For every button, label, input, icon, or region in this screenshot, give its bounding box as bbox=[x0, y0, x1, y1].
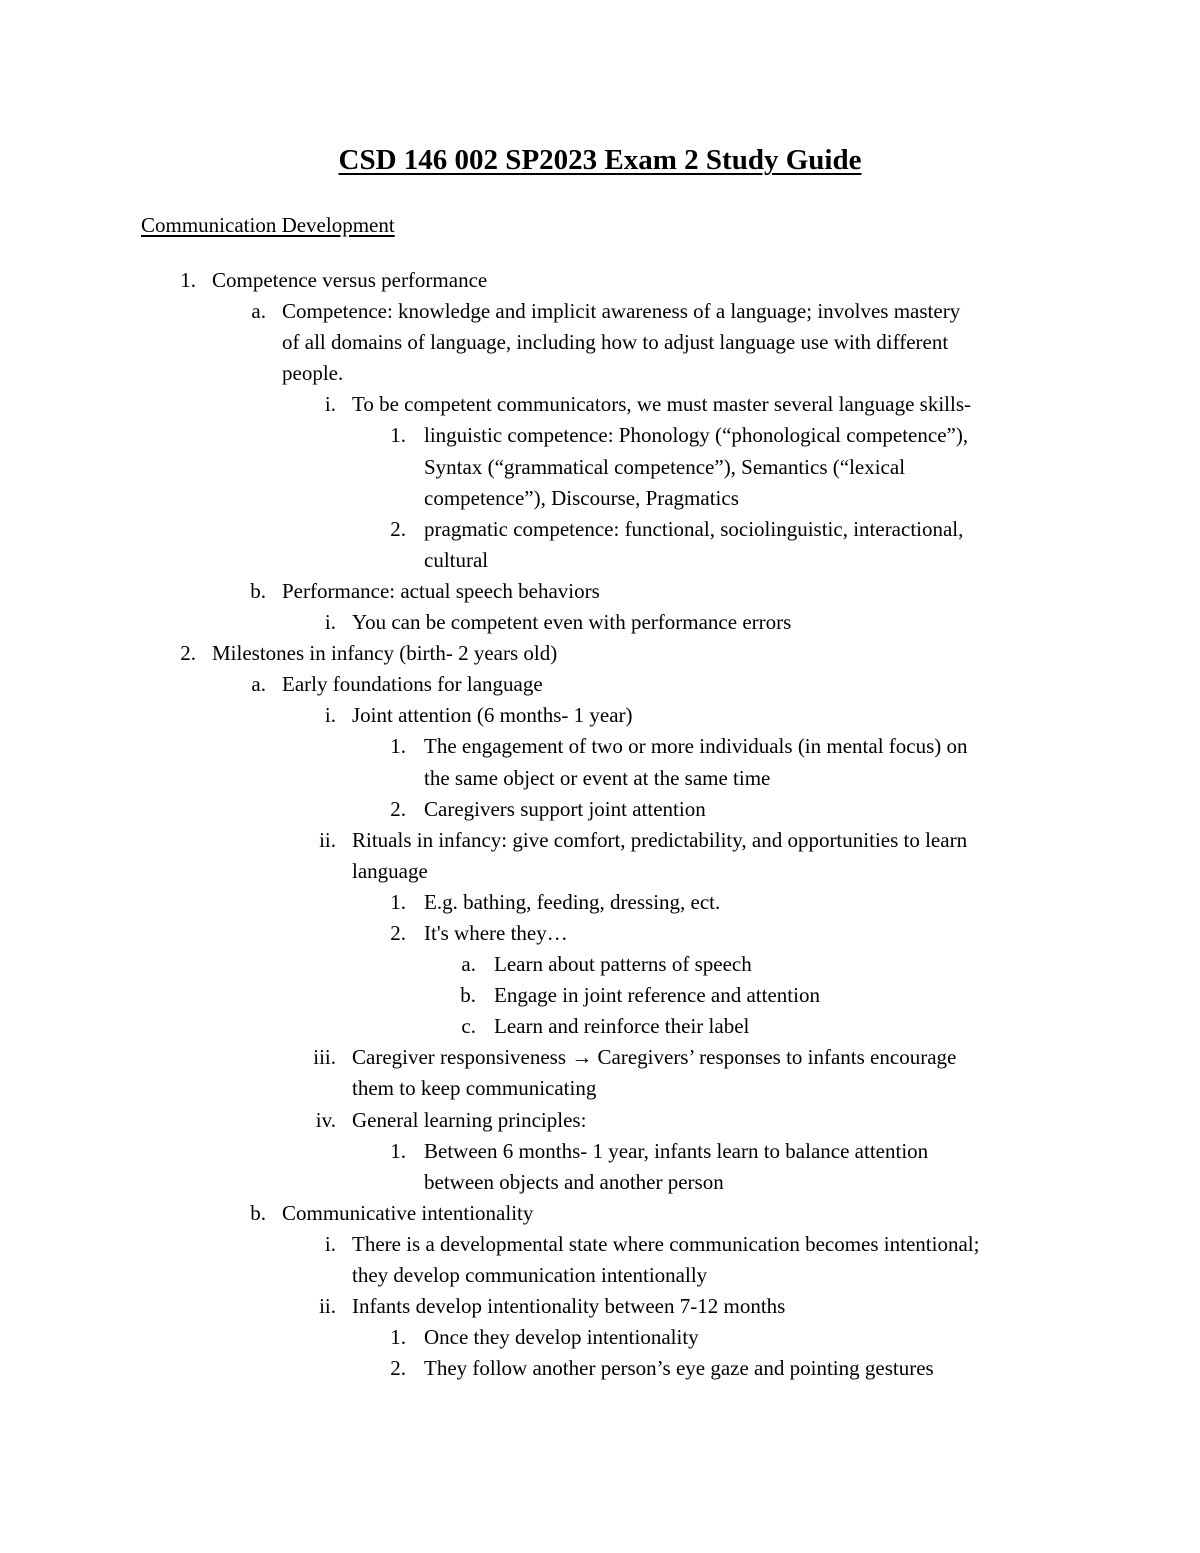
outline-item-line: of all domains of language, including how to adjust language use with different bbox=[282, 330, 949, 355]
outline-item bbox=[0, 669, 1200, 700]
outline-item-marker: 2. bbox=[390, 516, 406, 541]
outline-item-text bbox=[352, 1291, 1052, 1322]
outline-item-marker: iv. bbox=[315, 1107, 336, 1132]
outline-item-text bbox=[352, 1229, 1052, 1291]
outline-item-line: You can be competent even with performance errors bbox=[352, 610, 792, 635]
outline-item-text bbox=[424, 887, 1039, 918]
outline-item-text bbox=[352, 700, 1052, 731]
outline-item-text bbox=[282, 669, 1052, 700]
outline-item bbox=[0, 389, 1200, 420]
outline-item-line: cultural bbox=[424, 547, 489, 572]
outline-item-text bbox=[352, 1105, 1052, 1136]
outline-item-line: language bbox=[352, 858, 428, 883]
outline-item-line: Early foundations for language bbox=[282, 672, 543, 697]
outline-item bbox=[0, 1042, 1200, 1104]
outline-item bbox=[0, 638, 1200, 669]
outline-item-marker: i. bbox=[324, 610, 336, 635]
outline-item-line: Caregivers support joint attention bbox=[424, 796, 706, 821]
outline-item-text bbox=[352, 607, 1052, 638]
section-heading: Communication Development bbox=[141, 213, 395, 237]
outline-item bbox=[0, 514, 1200, 576]
outline-item-marker: c. bbox=[461, 1014, 476, 1039]
outline-item bbox=[0, 918, 1200, 949]
outline-item-line: Communicative intentionality bbox=[282, 1200, 534, 1225]
outline-item-line: General learning principles: bbox=[352, 1107, 587, 1132]
outline-item-text bbox=[212, 265, 1052, 296]
outline-item bbox=[0, 1011, 1200, 1042]
outline-item-marker: a. bbox=[251, 299, 266, 324]
outline-item-line: Infants develop intentionality between 7-12 months bbox=[352, 1294, 786, 1319]
outline-item-text bbox=[424, 794, 1039, 825]
outline-item-marker: i. bbox=[324, 1231, 336, 1256]
outline-item-line: E.g. bathing, feeding, dressing, ect. bbox=[424, 889, 721, 914]
outline-item bbox=[0, 607, 1200, 638]
outline-item-line: people. bbox=[282, 361, 344, 386]
outline-item-text bbox=[424, 731, 1039, 793]
outline-item-text bbox=[494, 949, 1054, 980]
outline-item-marker: b. bbox=[250, 578, 266, 603]
outline-item-text bbox=[424, 1353, 1039, 1384]
outline-item-marker: a. bbox=[251, 672, 266, 697]
outline-item-marker: b. bbox=[250, 1200, 266, 1225]
outline-item bbox=[0, 1229, 1200, 1291]
outline-item-marker: ii. bbox=[319, 827, 336, 852]
outline-item-marker: 1. bbox=[390, 889, 406, 914]
outline-item-text bbox=[212, 638, 1052, 669]
outline-item bbox=[0, 265, 1200, 296]
outline-item-marker: 2. bbox=[390, 1356, 406, 1381]
outline-item-line: It's where they… bbox=[424, 920, 568, 945]
outline-item bbox=[0, 1136, 1200, 1198]
outline-item bbox=[0, 794, 1200, 825]
outline-item bbox=[0, 296, 1200, 389]
outline-item bbox=[0, 825, 1200, 887]
outline-item-marker: ii. bbox=[319, 1294, 336, 1319]
outline-item-text bbox=[494, 1011, 1054, 1042]
outline-item-line: Competence versus performance bbox=[212, 268, 488, 292]
outline-item-text bbox=[352, 825, 1052, 887]
outline-item-marker: a. bbox=[461, 952, 476, 977]
outline-item bbox=[0, 887, 1200, 918]
outline-item bbox=[0, 1322, 1200, 1353]
outline-item bbox=[0, 1198, 1200, 1229]
outline-item bbox=[0, 949, 1200, 980]
outline-item-text bbox=[494, 980, 1054, 1011]
outline-item-line: Caregiver responsiveness → Caregivers’ responses to infants encourage bbox=[352, 1045, 957, 1070]
outline-item-text bbox=[282, 576, 1052, 607]
outline-item-marker: 1. bbox=[390, 1138, 406, 1163]
outline-item-line: competence”), Discourse, Pragmatics bbox=[424, 485, 739, 510]
outline-item bbox=[0, 980, 1200, 1011]
outline-list bbox=[0, 265, 1200, 1384]
outline-item-line: linguistic competence: Phonology (“phonological competence”), bbox=[424, 423, 969, 448]
outline-item-line: them to keep communicating bbox=[352, 1076, 597, 1101]
outline-item-marker: 1. bbox=[390, 423, 406, 448]
outline-item-line: Competence: knowledge and implicit awareness of a language; involves mastery bbox=[282, 299, 961, 324]
outline-item-line: Performance: actual speech behaviors bbox=[282, 578, 600, 603]
outline-item-marker: i. bbox=[324, 392, 336, 417]
outline-item-text bbox=[424, 514, 1039, 576]
outline-item bbox=[0, 1105, 1200, 1136]
outline-item-marker: b. bbox=[460, 983, 476, 1008]
outline-item-marker: iii. bbox=[313, 1045, 336, 1070]
outline-item-text bbox=[282, 1198, 1052, 1229]
outline-item-line: They follow another person’s eye gaze and pointing gestures bbox=[424, 1356, 934, 1381]
outline-item-line: Rituals in infancy: give comfort, predictability, and opportunities to learn bbox=[352, 827, 968, 852]
outline-item-text bbox=[352, 1042, 1052, 1104]
outline-item-marker: 1. bbox=[390, 1325, 406, 1350]
outline-item-marker: 2. bbox=[390, 796, 406, 821]
outline-item-line: Once they develop intentionality bbox=[424, 1325, 699, 1350]
outline-item-marker: 1. bbox=[390, 734, 406, 759]
outline-item-text bbox=[424, 918, 1039, 949]
outline-item-line: Syntax (“grammatical competence”), Semantics (“lexical bbox=[424, 454, 906, 479]
outline-item-line: There is a developmental state where communication becomes intentional; bbox=[352, 1231, 980, 1256]
outline-item-line: Engage in joint reference and attention bbox=[494, 983, 820, 1008]
page-title: CSD 146 002 SP2023 Exam 2 Study Guide bbox=[338, 144, 862, 176]
outline-item-line: the same object or event at the same time bbox=[424, 765, 771, 790]
outline-item-text bbox=[424, 420, 1039, 513]
outline-item bbox=[0, 420, 1200, 513]
outline-item-line: Learn about patterns of speech bbox=[494, 952, 752, 977]
outline-item-line: Milestones in infancy (birth- 2 years old) bbox=[212, 641, 558, 666]
outline-item-line: pragmatic competence: functional, sociolinguistic, interactional, bbox=[424, 516, 964, 541]
outline-item-line: To be competent communicators, we must master several language skills- bbox=[352, 392, 972, 417]
outline-item-line: Joint attention (6 months- 1 year) bbox=[352, 703, 633, 728]
outline-item-line: they develop communication intentionally bbox=[352, 1263, 708, 1287]
outline-item bbox=[0, 1291, 1200, 1322]
outline-item bbox=[0, 1353, 1200, 1384]
outline-item-line: Between 6 months- 1 year, infants learn to balance attention bbox=[424, 1138, 929, 1163]
outline-item-line: between objects and another person bbox=[424, 1169, 724, 1194]
outline-item-marker: 1. bbox=[180, 268, 196, 292]
outline-item-marker: 2. bbox=[180, 641, 196, 666]
outline-item-text bbox=[352, 389, 1052, 420]
outline-item bbox=[0, 731, 1200, 793]
outline-item-text bbox=[282, 296, 1052, 389]
outline-item bbox=[0, 576, 1200, 607]
outline-item bbox=[0, 700, 1200, 731]
outline-item-text bbox=[424, 1322, 1039, 1353]
outline-item-marker: 2. bbox=[390, 920, 406, 945]
outline-item-line: The engagement of two or more individuals (in mental focus) on bbox=[424, 734, 968, 759]
outline-item-line: Learn and reinforce their label bbox=[494, 1014, 750, 1039]
outline-item-marker: i. bbox=[324, 703, 336, 728]
outline-item-text bbox=[424, 1136, 1039, 1198]
